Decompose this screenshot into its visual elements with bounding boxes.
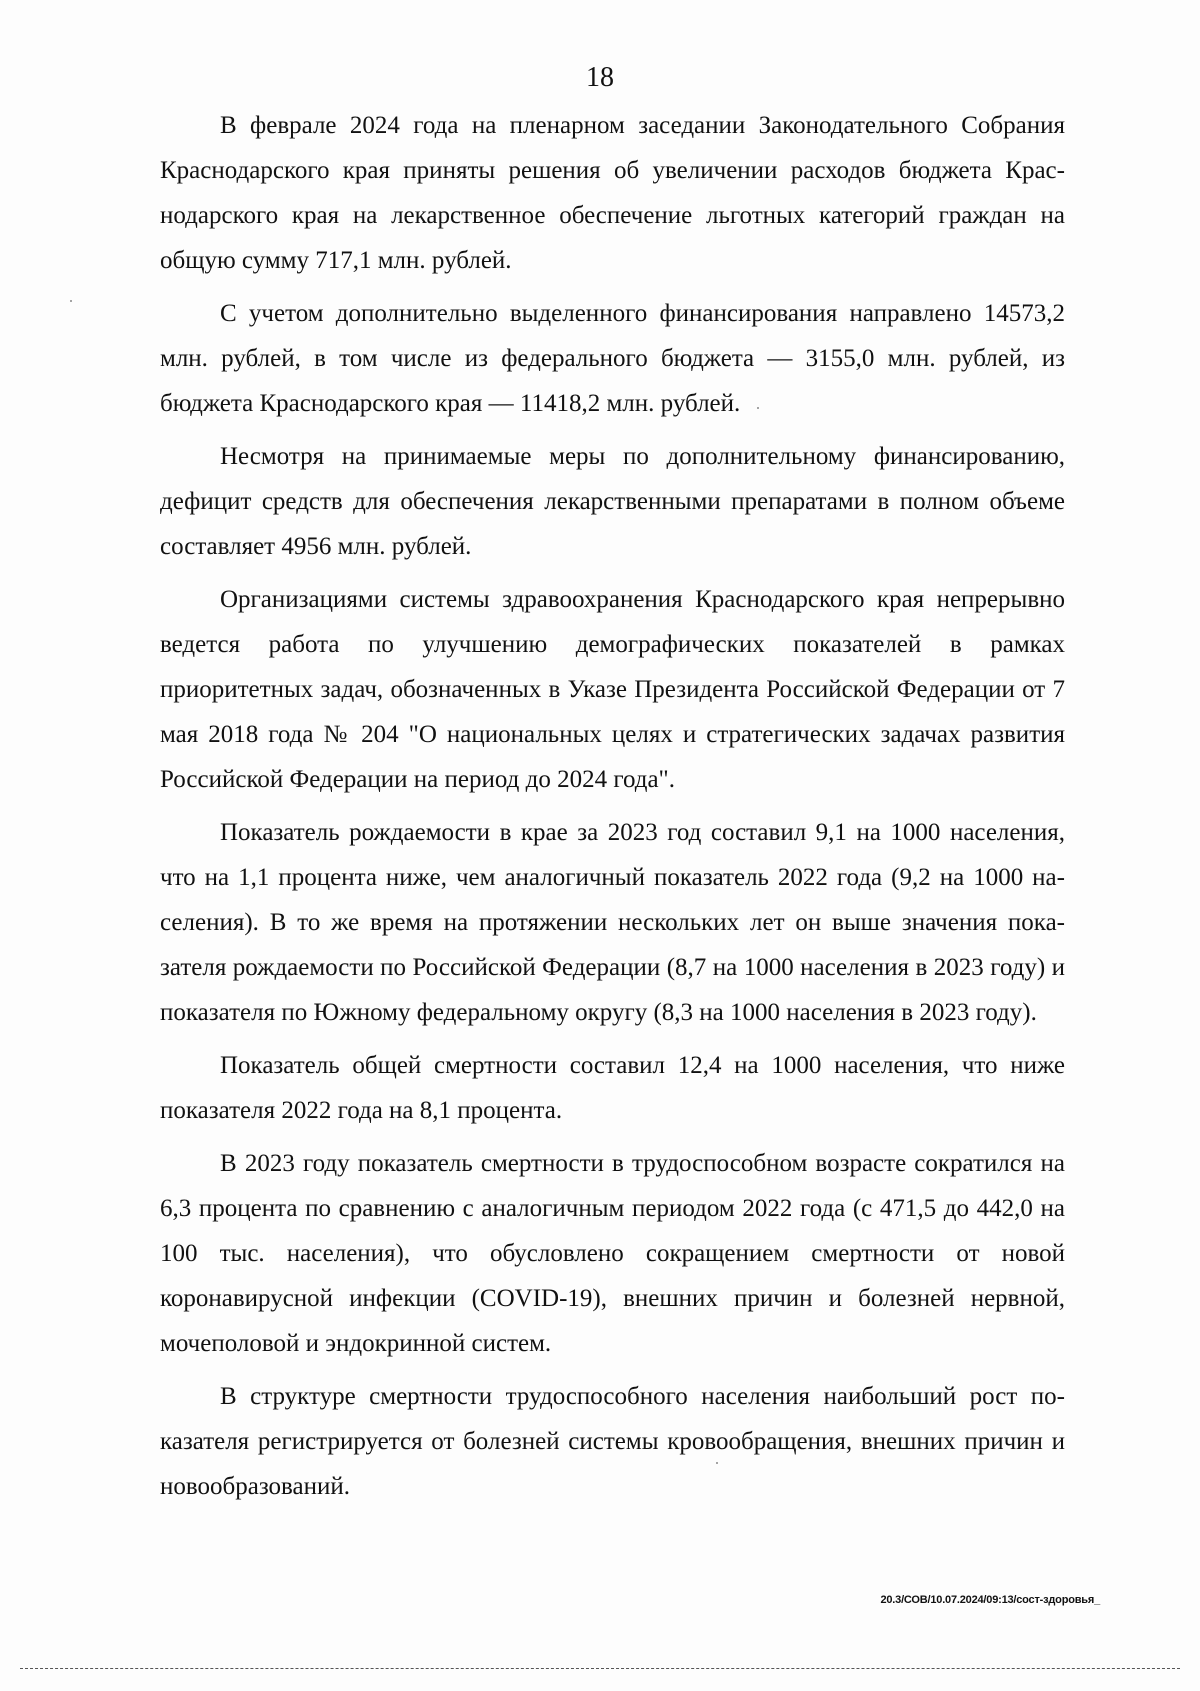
scan-bottom-edge: [20, 1668, 1180, 1669]
paragraph-funding-deficit: Несмотря на принимаемые меры по дополнительному финансированию, дефицит средств для обеспечения лекарственными препаратами в полном объеме составляет 4956 млн. рублей.: [160, 443, 1065, 560]
scan-speck: [716, 1462, 718, 1464]
paragraph-demographic-work: Организациями системы здравоохранения Краснодарского края непрерывно ведется работа по улучшению демографических показателей в рамках приоритетных задач, обозначенных в Указе Президента Российской Федерации от 7 мая 2018 года № 204 "О национальных целях и стратегических задачах развития Российской Федерации на период до 2024 года".: [160, 586, 1065, 793]
scan-speck: [70, 300, 72, 302]
paragraph-mortality-structure: В структуре смертности трудоспособного населения наибольший рост показателя регистрируется от болезней системы кровообращения, внешних причин и новообразований.: [160, 1383, 1065, 1500]
document-body: [160, 103, 1065, 1517]
paragraph-working-age-mortality: В 2023 году показатель смертности в трудоспособном возрасте сократился на 6,3 процента по сравнению с аналогичным периодом 2022 года (с 471,5 до 442,0 на 100 тыс. населения), что обусловлено сокращением смертности от новой коронавирусной инфекции (COVID-19), внешних причин и болезней нервной, мочеполовой и эндокринной систем.: [160, 1150, 1065, 1357]
paragraph-general-mortality: Показатель общей смертности составил 12,4 на 1000 населения, что ниже показателя 2022 года на 8,1 процента.: [160, 1052, 1065, 1124]
paragraph-budget-increase: В феврале 2024 года на пленарном заседании Законодательного Собрания Краснодарского края приняты решения об увеличении расходов бюджета Краснодарского края на лекарственное обеспечение льготных категорий граждан на общую сумму 717,1 млн. рублей.: [160, 112, 1065, 274]
document-footer-code: 20.3/СОВ/10.07.2024/09:13/сост-здоровья_: [880, 1594, 1100, 1606]
page-number: 18: [586, 62, 614, 93]
paragraph-birth-rate: Показатель рождаемости в крае за 2023 год составил 9,1 на 1000 населения, что на 1,1 процента ниже, чем аналогичный показатель 2022 года (9,2 на 1000 населения). В то же время на протяжении нескольких лет он выше значения показателя рождаемости по Российской Федерации (8,7 на 1000 населения в 2023 году) и показателя по Южному федеральному округу (8,3 на 1000 населения в 2023 году).: [160, 819, 1065, 1026]
scan-speck: [757, 407, 759, 409]
paragraph-funding-total: С учетом дополнительно выделенного финансирования направлено 14573,2 млн. рублей, в том числе из федерального бюджета — 3155,0 млн. рублей, из бюджета Краснодарского края — 11418,2 млн. рублей.: [160, 300, 1065, 417]
